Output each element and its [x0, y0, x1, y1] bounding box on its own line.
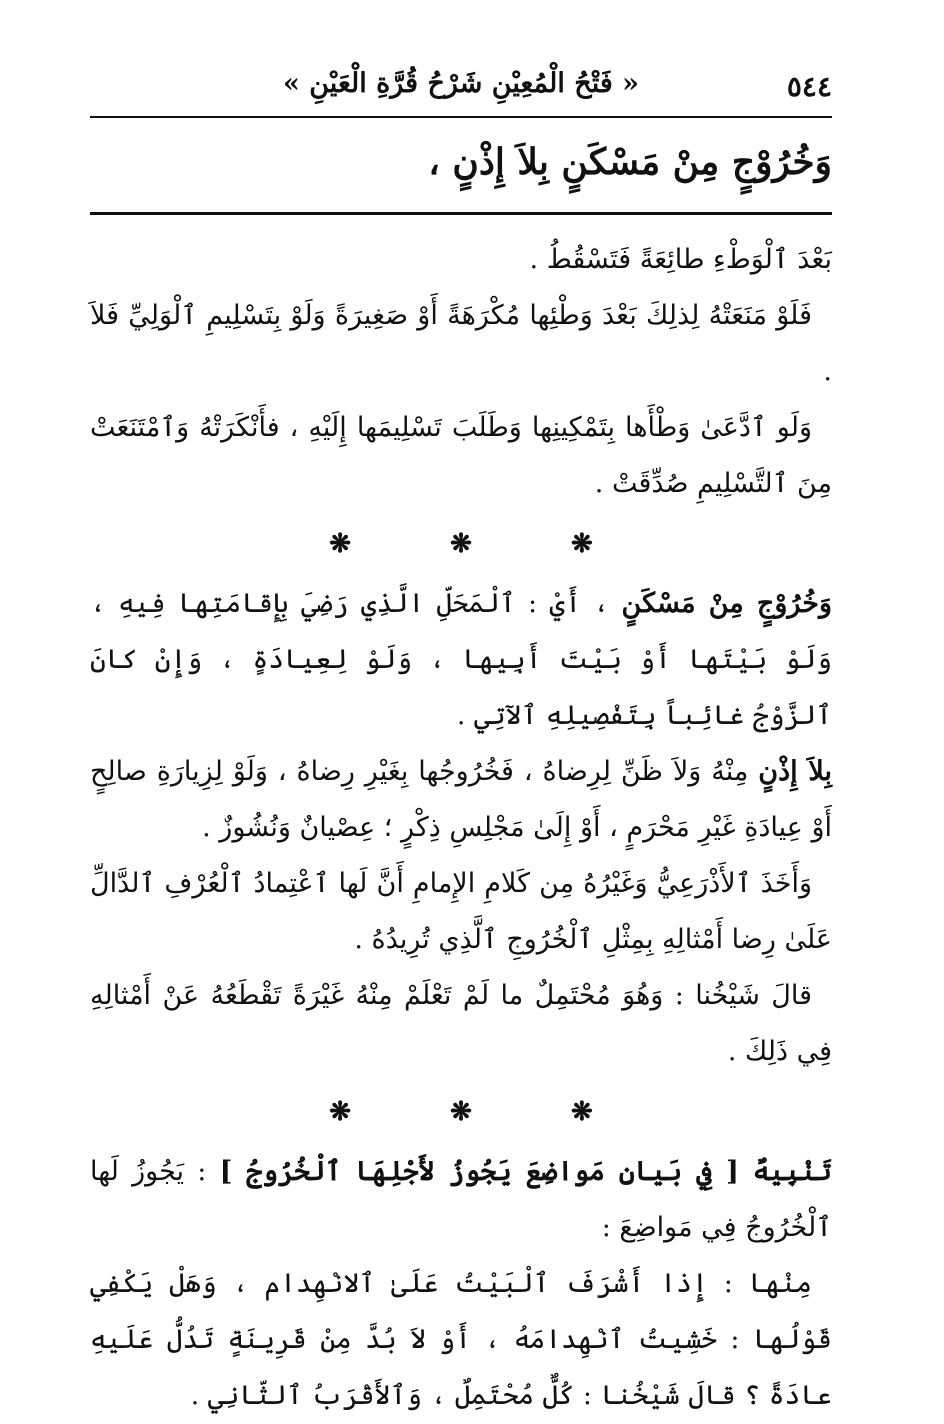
paragraph: وَأَخَذَ ٱلأَذْرَعِيُّ وَغَيْرُهُ مِن كَلامِ الإِمامِ أَنَّ لَها ٱعْتِمادُ ٱلْعُرْفِ ٱلدَّالِّ عَلَىٰ رِضا أَمْثالِهِ بِمِثْلِ ٱلْخُرُوجِ ٱلَّذِي تُرِيدُهُ . — [90, 868, 832, 955]
commentary — [90, 232, 832, 1424]
paragraph: بَعْدَ ٱلْوَطْءِ طائِعَةً فَتَسْقُطُ . — [529, 244, 832, 275]
paragraph: مِنْها : إِذا أَشْرَفَ ٱلْبَيْتُ عَلَىٰ ٱلانْهِدام ، وَهَلْ يَكْفِي قَوْلُها : خَشِيتُ ٱنْهِدامَهُ ، أَوْ لاَ بُدَّ مِنْ قَرِينَةٍ تَدُلُّ عَلَيهِ عادَةً ؟ قالَ شَيْخُنا : كُلٌّ مُحْتَمِلٌ ، وَٱلأَقْرَبُ ٱلثّانِي . — [90, 1268, 832, 1411]
paragraph-text: ، أَيْ : ٱلْمَحَلِّ الَّذِي رَضِيَ بِإِقامَتِها فِيهِ ، وَلَوْ بَيْتَها أَوْ بَيْتَ أَبِيها ، وَلَوْ لِعِيادَةٍ ، وَإِنْ كانَ ٱلزَّوْجُ غائِباً بِتَفْصِيلِهِ ٱلآتِي . — [90, 588, 832, 731]
book-page — [90, 0, 832, 1411]
paragraph — [90, 576, 832, 744]
paragraph: قالَ شَيْخُنا : وَهُوَ مُحْتَمِلٌ ما لَمْ تَعْلَمْ مِنْهُ غَيْرَةً تَقْطَعُهُ عَنْ أَمْثالِهِ فِي ذَلِكَ . — [90, 980, 832, 1067]
matn-text: وَخُرُوْجٍ مِنْ مَسْكَنٍ بِلاَ إِذْنٍ ، — [428, 141, 832, 183]
paragraph-text: : يَجُوزُ لَها ٱلْخُرُوجُ فِي مَواضِعَ : — [90, 1156, 832, 1243]
section-separator: ❋ ❋ ❋ — [329, 1097, 593, 1127]
matn-quote: بِلاَ إِذْنٍ — [758, 756, 832, 787]
header-rule — [90, 116, 832, 118]
section-separator: ❋ ❋ ❋ — [329, 529, 593, 559]
notice-heading: تَنْبِيهٌ [ فِي بَيانِ مَواضِعَ يَجُوزُ لأَجْلِهَا ٱلْخُرُوجُ ] — [219, 1156, 832, 1187]
book-title: « فَتْحُ الْمُعِيْنِ شَرْحُ قُرَّةِ الْعَيْنِ » — [282, 68, 640, 99]
paragraph: فَلَوْ مَنَعَتْهُ لِذلِكَ بَعْدَ وَطْئِها مُكْرَهَةً أَوْ صَغِيرَةً وَلَوْ بِتَسْلِيمِ ٱلْوَلِيِّ فَلاَ . — [90, 300, 832, 387]
running-header — [90, 62, 832, 112]
paragraph — [90, 1144, 832, 1256]
paragraph — [90, 744, 832, 856]
paragraph: وَلَو ٱدَّعَىٰ وَطْأَها بِتَمْكِينِها وَطَلَبَ تَسْلِيمَها إِلَيْهِ ، فأَنْكَرَتْهُ وَٱمْتَنَعَتْ مِنَ ٱلتَّسْلِيمِ صُدِّقَتْ . — [90, 412, 832, 499]
matn-rule — [90, 212, 832, 215]
matn-quote: وَخُرُوْجٍ مِنْ مَسْكَنٍ — [621, 588, 832, 619]
page-number: ٥٤٤ — [786, 70, 832, 103]
paragraph-text: مِنْهُ وَلاَ ظَنِّ لِرِضاهُ ، فَخُرُوجُها بِغَيْرِ رِضاهُ ، وَلَوْ لِزِيارَةِ صالِحٍ أَوْ عِيادَةِ غَيْرِ مَحْرَمٍ ، أَوْ إِلَىٰ مَجْلِسِ ذِكْرٍ ؛ عِصْيانٌ وَنُشُوزٌ . — [90, 756, 832, 843]
